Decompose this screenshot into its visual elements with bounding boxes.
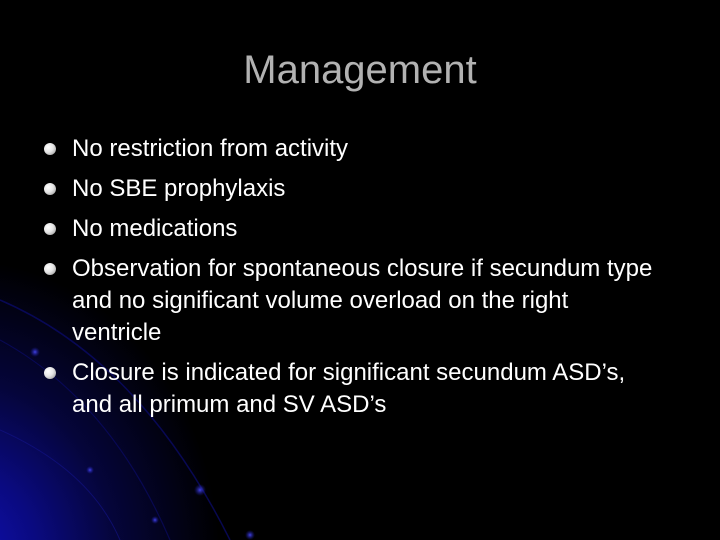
bullet-dot-icon [44, 367, 56, 379]
bullet-item [42, 133, 662, 165]
bullet-text: No SBE prophylaxis [72, 175, 286, 202]
bullet-item [42, 253, 662, 349]
bullet-dot-icon [44, 223, 56, 235]
bullet-dot-icon [44, 263, 56, 275]
bullet-dot-icon [44, 143, 56, 155]
slide-title: Management [243, 48, 477, 92]
bullet-text: No restriction from activity [72, 135, 349, 162]
bullet-dot-icon [44, 183, 56, 195]
bullet-text: Observation for spontaneous closure if secundum type and no significant volume overload on the right ventricle [72, 255, 653, 346]
bullet-item [42, 213, 662, 245]
bullet-item [42, 173, 662, 205]
bullet-text: No medications [72, 215, 238, 242]
bullet-list [42, 133, 662, 429]
bullet-text: Closure is indicated for significant secundum ASD’s, and all primum and SV ASD’s [72, 359, 626, 418]
bullet-item [42, 357, 662, 421]
